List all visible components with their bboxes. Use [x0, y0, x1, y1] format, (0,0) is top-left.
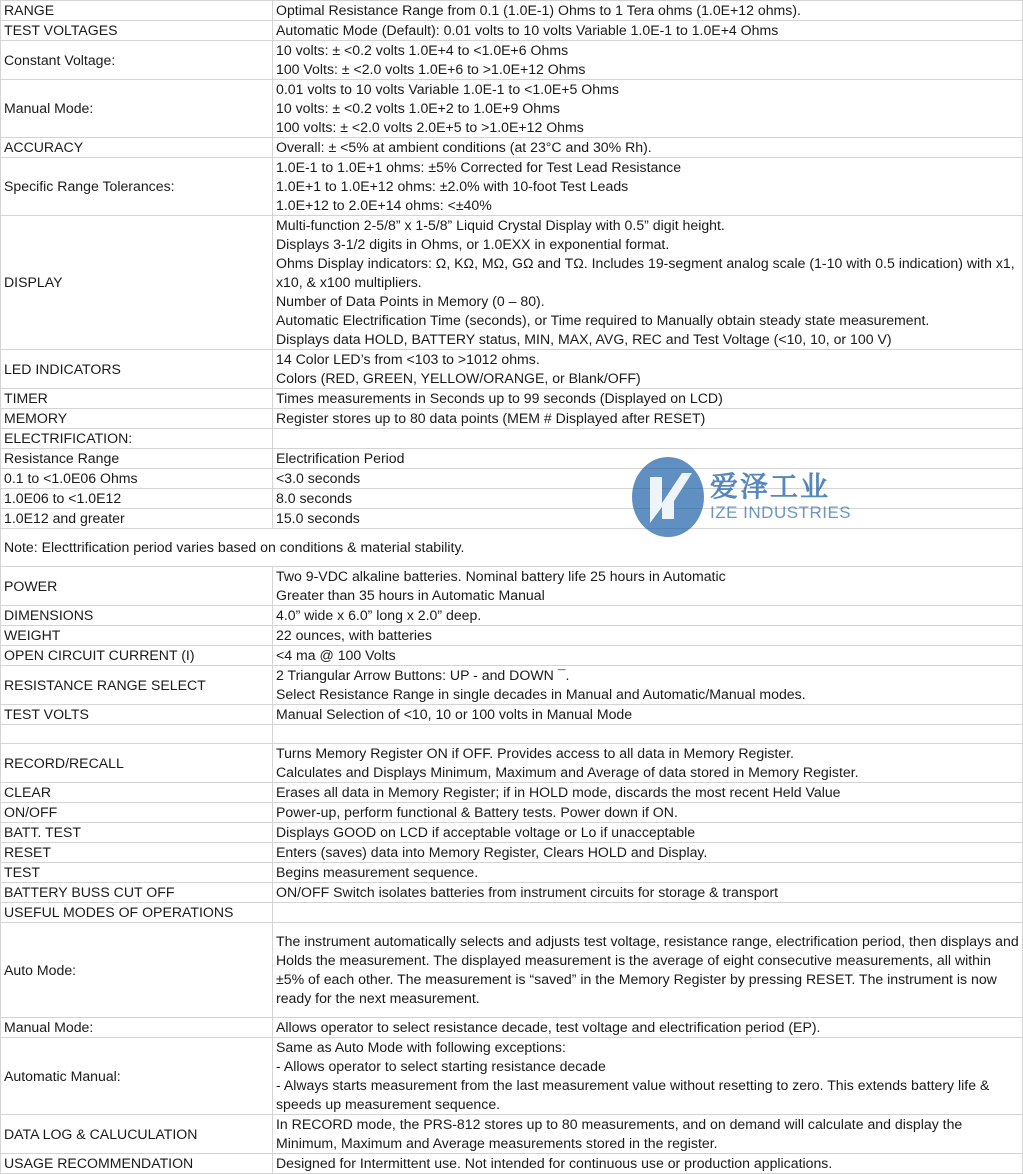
- table-row: [1, 803, 1023, 823]
- row-label: TEST VOLTS: [1, 705, 273, 725]
- table-row: [1, 1018, 1023, 1038]
- row-label: RANGE: [1, 1, 273, 21]
- row-value-line: In RECORD mode, the PRS-812 stores up to 80 measurements, and on demand will calculate and display the Minimum, Maximum and Average measurements stored in the register.: [276, 1116, 963, 1151]
- row-label: POWER: [1, 567, 273, 606]
- table-row: [1, 705, 1023, 725]
- table-row: [1, 626, 1023, 646]
- row-value-line: Automatic Mode (Default): 0.01 volts to 10 volts Variable 1.0E-1 to 1.0E+4 Ohms: [276, 22, 779, 38]
- table-row: [1, 567, 1023, 606]
- row-label: 1.0E12 and greater: [1, 509, 273, 529]
- row-value: [273, 409, 1023, 429]
- row-label: [1, 725, 273, 744]
- row-label: ELECTRIFICATION:: [1, 429, 273, 449]
- table-row: [1, 429, 1023, 449]
- row-label: 0.1 to <1.0E06 Ohms: [1, 469, 273, 489]
- table-row: [1, 449, 1023, 469]
- row-label: Manual Mode:: [1, 1018, 273, 1038]
- row-value: [273, 350, 1023, 389]
- row-value: [273, 626, 1023, 646]
- row-value-line: <3.0 seconds: [276, 470, 361, 486]
- row-label: TEST: [1, 863, 273, 883]
- row-value-line: ON/OFF Switch isolates batteries from instrument circuits for storage & transport: [276, 884, 779, 900]
- table-row: [1, 158, 1023, 216]
- row-value-line: 15.0 seconds: [276, 510, 360, 526]
- row-label: TEST VOLTAGES: [1, 21, 273, 41]
- row-value: [273, 449, 1023, 469]
- row-value-line: Two 9-VDC alkaline batteries. Nominal battery life 25 hours in Automatic: [276, 568, 726, 584]
- table-row: [1, 138, 1023, 158]
- row-value: [273, 389, 1023, 409]
- table-row: [1, 1115, 1023, 1154]
- row-value: [273, 489, 1023, 509]
- row-label: USEFUL MODES OF OPERATIONS: [1, 903, 273, 923]
- row-value-line: Begins measurement sequence.: [276, 864, 479, 880]
- row-value: [273, 1115, 1023, 1154]
- row-value-line: 8.0 seconds: [276, 490, 353, 506]
- row-value-line: Displays data HOLD, BATTERY status, MIN, MAX, AVG, REC and Test Voltage (<10, 10, or 100 V): [276, 331, 892, 347]
- row-label: OPEN CIRCUIT CURRENT (I): [1, 646, 273, 666]
- row-value: [273, 138, 1023, 158]
- row-value: [273, 863, 1023, 883]
- row-value: [273, 469, 1023, 489]
- table-row: [1, 350, 1023, 389]
- row-value: [273, 158, 1023, 216]
- table-row: [1, 409, 1023, 429]
- row-value-line: Times measurements in Seconds up to 99 seconds (Displayed on LCD): [276, 390, 723, 406]
- row-value-line: 1.0E-1 to 1.0E+1 ohms: ±5% Corrected for Test Lead Resistance: [276, 159, 682, 175]
- watermark-cn: 爱泽工业: [710, 470, 831, 503]
- row-label: Manual Mode:: [1, 80, 273, 138]
- row-value-line: Designed for Intermittent use. Not intended for continuous use or production applications.: [276, 1155, 833, 1171]
- row-value-line: 4.0” wide x 6.0” long x 2.0” deep.: [276, 607, 482, 623]
- row-value: [273, 923, 1023, 1018]
- row-value-line: 2 Triangular Arrow Buttons: UP - and DOWN ¯.: [276, 667, 570, 683]
- row-value: [273, 783, 1023, 803]
- row-label: CLEAR: [1, 783, 273, 803]
- row-value-line: Optimal Resistance Range from 0.1 (1.0E-1) Ohms to 1 Tera ohms (1.0E+12 ohms).: [276, 2, 801, 18]
- row-value-line: Register stores up to 80 data points (MEM # Displayed after RESET): [276, 410, 706, 426]
- note-row: [1, 529, 1023, 567]
- row-value-line: The instrument automatically selects and adjusts test voltage, resistance range, electrification period, then displays and Holds the measurement. The displayed measurement is the average of eight consecutive measurements, all within ±5% of each other. The measurement is “saved” in the Memory Register by pressing RESET. The instrument is now ready for the next measurement.: [276, 933, 1019, 1006]
- row-label: USAGE RECOMMENDATION: [1, 1154, 273, 1174]
- table-row: [1, 744, 1023, 783]
- row-value: [273, 903, 1023, 923]
- row-value-line: Automatic Electrification Time (seconds), or Time required to Manually obtain steady state measurement.: [276, 312, 930, 328]
- row-value-line: 100 volts: ± <2.0 volts 2.0E+5 to >1.0E+12 Ohms: [276, 119, 584, 135]
- table-row: [1, 606, 1023, 626]
- row-label: Specific Range Tolerances:: [1, 158, 273, 216]
- row-label: RECORD/RECALL: [1, 744, 273, 783]
- row-value-line: 0.01 volts to 10 volts Variable 1.0E-1 to <1.0E+5 Ohms: [276, 81, 619, 97]
- table-row: [1, 489, 1023, 509]
- row-value-line: Greater than 35 hours in Automatic Manual: [276, 587, 545, 603]
- row-value: [273, 705, 1023, 725]
- row-value: [273, 429, 1023, 449]
- row-label: Constant Voltage:: [1, 41, 273, 80]
- row-value: [273, 567, 1023, 606]
- row-value-line: Enters (saves) data into Memory Register, Clears HOLD and Display.: [276, 844, 708, 860]
- table-row: [1, 1038, 1023, 1115]
- row-value-line: Power-up, perform functional & Battery tests. Power down if ON.: [276, 804, 678, 820]
- table-row: [1, 883, 1023, 903]
- table-row: [1, 923, 1023, 1018]
- row-label: ON/OFF: [1, 803, 273, 823]
- spec-table-body: [1, 1, 1023, 1174]
- row-value-line: - Always starts measurement from the last measurement value without resetting to zero. This extends battery life & speeds up measurement sequence.: [276, 1077, 990, 1112]
- table-row: [1, 1, 1023, 21]
- table-row: [1, 1154, 1023, 1174]
- row-value: [273, 509, 1023, 529]
- row-value-line: Turns Memory Register ON if OFF. Provides access to all data in Memory Register.: [276, 745, 794, 761]
- row-value-line: Select Resistance Range in single decades in Manual and Automatic/Manual modes.: [276, 686, 806, 702]
- row-label: BATTERY BUSS CUT OFF: [1, 883, 273, 903]
- row-value-line: 22 ounces, with batteries: [276, 627, 432, 643]
- row-value-line: 100 Volts: ± <2.0 volts 1.0E+6 to >1.0E+12 Ohms: [276, 61, 586, 77]
- row-value: [273, 646, 1023, 666]
- row-label: BATT. TEST: [1, 823, 273, 843]
- row-value: [273, 883, 1023, 903]
- row-value: [273, 606, 1023, 626]
- row-value-line: Number of Data Points in Memory (0 – 80).: [276, 293, 545, 309]
- row-label: DIMENSIONS: [1, 606, 273, 626]
- row-value: [273, 725, 1023, 744]
- note-text: Note: Electtrification period varies based on conditions & material stability.: [1, 529, 1023, 567]
- row-value: [273, 1038, 1023, 1115]
- row-value: [273, 21, 1023, 41]
- row-label: Automatic Manual:: [1, 1038, 273, 1115]
- table-row: [1, 783, 1023, 803]
- table-row: [1, 863, 1023, 883]
- row-value: [273, 216, 1023, 350]
- row-value-line: Calculates and Displays Minimum, Maximum and Average of data stored in Memory Register.: [276, 764, 859, 780]
- table-row: [1, 843, 1023, 863]
- table-row: [1, 646, 1023, 666]
- row-label: RESISTANCE RANGE SELECT: [1, 666, 273, 705]
- table-row: [1, 389, 1023, 409]
- row-value-line: 1.0E+12 to 2.0E+14 ohms: <±40%: [276, 197, 492, 213]
- row-value: [273, 1154, 1023, 1174]
- row-value-line: Same as Auto Mode with following exceptions:: [276, 1039, 566, 1055]
- row-value: [273, 823, 1023, 843]
- row-value: [273, 1, 1023, 21]
- table-row: [1, 666, 1023, 705]
- row-value-line: Manual Selection of <10, 10 or 100 volts in Manual Mode: [276, 706, 633, 722]
- row-value-line: Erases all data in Memory Register; if in HOLD mode, discards the most recent Held Value: [276, 784, 841, 800]
- watermark-en: IZE INDUSTRIES: [710, 503, 852, 522]
- row-value-line: Displays GOOD on LCD if acceptable voltage or Lo if unacceptable: [276, 824, 696, 840]
- row-label: DISPLAY: [1, 216, 273, 350]
- row-value: [273, 803, 1023, 823]
- table-row: [1, 21, 1023, 41]
- row-value: [273, 843, 1023, 863]
- row-label: Auto Mode:: [1, 923, 273, 1018]
- table-row: [1, 80, 1023, 138]
- row-label: Resistance Range: [1, 449, 273, 469]
- table-row: [1, 469, 1023, 489]
- row-value-line: <4 ma @ 100 Volts: [276, 647, 396, 663]
- row-label: ACCURACY: [1, 138, 273, 158]
- row-value-line: 14 Color LED’s from <103 to >1012 ohms.: [276, 351, 540, 367]
- row-value-line: Allows operator to select resistance decade, test voltage and electrification period (EP).: [276, 1019, 821, 1035]
- row-value: [273, 80, 1023, 138]
- row-value: [273, 1018, 1023, 1038]
- row-value-line: 10 volts: ± <0.2 volts 1.0E+4 to <1.0E+6 Ohms: [276, 42, 569, 58]
- row-label: 1.0E06 to <1.0E12: [1, 489, 273, 509]
- row-label: WEIGHT: [1, 626, 273, 646]
- row-value-line: Overall: ± <5% at ambient conditions (at 23°C and 30% Rh).: [276, 139, 652, 155]
- row-value: [273, 744, 1023, 783]
- row-label: LED INDICATORS: [1, 350, 273, 389]
- row-label: RESET: [1, 843, 273, 863]
- row-value-line: Multi-function 2-5/8” x 1-5/8” Liquid Crystal Display with 0.5” digit height.: [276, 217, 725, 233]
- table-row: [1, 725, 1023, 744]
- table-row: [1, 216, 1023, 350]
- row-label: DATA LOG & CALUCULATION: [1, 1115, 273, 1154]
- row-label: MEMORY: [1, 409, 273, 429]
- row-value: [273, 41, 1023, 80]
- table-row: [1, 509, 1023, 529]
- row-value: [273, 666, 1023, 705]
- row-value-line: Electrification Period: [276, 450, 405, 466]
- row-value-line: - Allows operator to select starting resistance decade: [276, 1058, 606, 1074]
- table-row: [1, 903, 1023, 923]
- row-value-line: 1.0E+1 to 1.0E+12 ohms: ±2.0% with 10-foot Test Leads: [276, 178, 629, 194]
- row-value-line: 10 volts: ± <0.2 volts 1.0E+2 to 1.0E+9 Ohms: [276, 100, 560, 116]
- row-value-line: Colors (RED, GREEN, YELLOW/ORANGE, or Blank/OFF): [276, 370, 641, 386]
- table-row: [1, 41, 1023, 80]
- table-row: [1, 823, 1023, 843]
- row-value-line: Displays 3-1/2 digits in Ohms, or 1.0EXX in exponential format.: [276, 236, 670, 252]
- row-label: TIMER: [1, 389, 273, 409]
- row-value-line: Ohms Display indicators: Ω, KΩ, MΩ, GΩ and TΩ. Includes 19-segment analog scale (1-10 with 0.5 indication) with x1, x10, & x100 multipliers.: [276, 255, 1015, 290]
